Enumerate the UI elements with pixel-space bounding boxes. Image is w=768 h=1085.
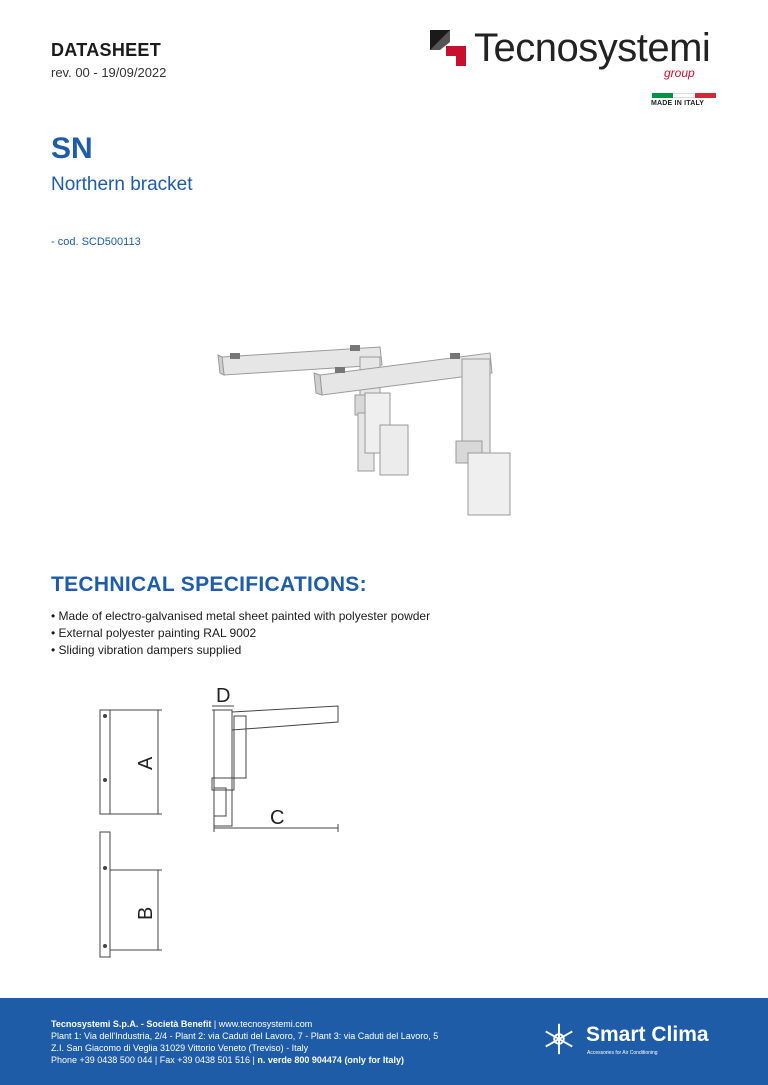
revision-date: rev. 00 - 19/09/2022	[51, 65, 167, 80]
italy-flag-icon	[652, 93, 716, 98]
spec-item: • External polyester painting RAL 9002	[51, 625, 430, 642]
footer-website[interactable]: www.tecnosystemi.com	[218, 1019, 313, 1029]
footer-plants: Plant 1: Via dell'Industria, 2/4 - Plant 2: via Caduti del Lavoro, 7 - Plant 3: via Caduti del Lavoro, 5	[51, 1031, 439, 1041]
footer-phone: Phone +39 0438 500 044	[51, 1055, 153, 1065]
made-in-italy: MADE IN ITALY	[651, 100, 705, 107]
specs-heading: TECHNICAL SPECIFICATIONS:	[51, 573, 367, 596]
product-subtitle: Northern bracket	[51, 174, 193, 195]
product-code: - cod. SCD500113	[51, 236, 141, 248]
footer-green-number: n. verde 800 904474 (only for Italy)	[257, 1055, 404, 1065]
footer-location: Z.I. San Giacomo di Veglia 31029 Vittorio Veneto (Treviso) - Italy	[51, 1043, 309, 1053]
footer-company: Tecnosystemi S.p.A. - Società Benefit	[51, 1019, 212, 1029]
footer-fax: Fax +39 0438 501 516	[159, 1055, 251, 1065]
dim-c-label: C	[270, 807, 285, 829]
brand-name: Tecnosystemi	[474, 26, 711, 70]
spec-item: • Made of electro-galvanised metal sheet painted with polyester powder	[51, 608, 430, 625]
dim-b-label: B	[135, 906, 157, 920]
smart-clima-tagline: Accessories for Air Conditioning	[587, 1050, 658, 1056]
specs-list	[51, 608, 430, 659]
smart-clima-logo: Smart Clima	[586, 1023, 709, 1046]
technical-drawing	[80, 680, 380, 970]
snowflake-icon	[540, 1020, 578, 1058]
footer-address: Tecnosystemi S.p.A. - Società Benefit | www.tecnosystemi.com Plant 1: Via dell'Industria, 2/4 - Plant 2: via Caduti del Lavoro, 7 - Plant 3: via Caduti del Lavoro, 5 Z.I. San Giacomo di Veglia 31029 Vittorio Veneto (Treviso) - Italy Phone +39 0438 500 044 | Fax +39 0438 501 516 | n. verde 800 904474 (only for Italy)	[51, 1019, 439, 1065]
spec-item: • Sliding vibration dampers supplied	[51, 642, 430, 659]
brand-group: group	[664, 66, 695, 80]
document-type: DATASHEET	[51, 40, 162, 60]
product-name: SN	[51, 132, 93, 165]
tecnosystemi-logo-icon	[428, 28, 468, 68]
dim-d-label: D	[216, 685, 231, 707]
product-photo	[210, 335, 530, 520]
dim-a-label: A	[135, 756, 157, 770]
